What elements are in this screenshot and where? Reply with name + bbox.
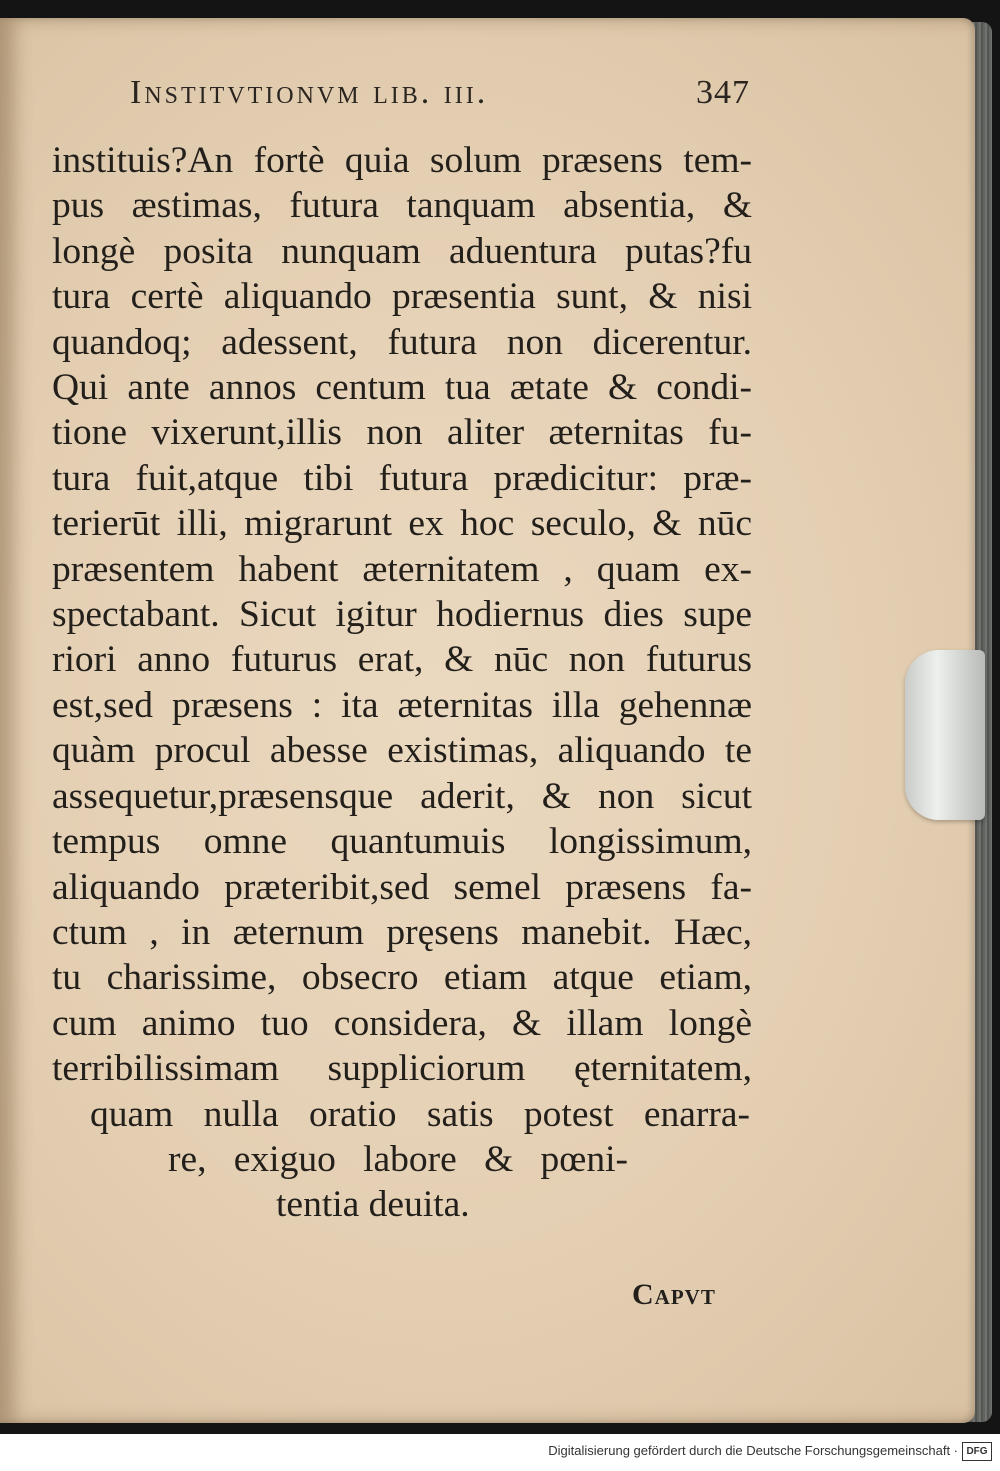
text-line: tura fuit,atque tibi futura prædicitur: præ- xyxy=(52,457,752,499)
text-line: tione vixerunt,illis non aliter æternitas fu- xyxy=(52,412,752,454)
text-line: assequetur,præsensque aderit, & non sicut xyxy=(52,775,752,817)
funding-credit: Digitalisierung gefördert durch die Deutsche Forschungsgemeinschaft · xyxy=(548,1443,958,1458)
text-line: aliquando præteribit,sed semel præsens fa- xyxy=(52,866,752,908)
text-line: Qui ante annos centum tua ætate & condi- xyxy=(52,367,752,409)
page-number: 347 xyxy=(696,74,750,111)
closing-line: re, exiguo labore & pœni- xyxy=(168,1138,628,1180)
catchword: Capvt xyxy=(632,1278,716,1311)
page-clip xyxy=(905,650,985,820)
text-line: quàm procul abesse existimas, aliquando te xyxy=(52,730,752,772)
text-line: longè posita nunquam aduentura putas?fu xyxy=(52,230,752,272)
text-line: riori anno futurus erat, & nūc non futurus xyxy=(52,639,752,681)
text-line: terribilissimam suppliciorum ęternitatem, xyxy=(52,1048,752,1090)
closing-line: quam nulla oratio satis potest enarra- xyxy=(90,1093,750,1135)
text-line: ctum , in æternum pręsens manebit. Hæc, xyxy=(52,911,752,953)
text-line: instituis?An fortè quia solum præsens tem- xyxy=(52,140,752,181)
text-line: terierūt illi, migrarunt ex hoc seculo, & nūc xyxy=(52,503,752,545)
text-line: cum animo tuo considera, & illam longè xyxy=(52,1002,752,1044)
text-line: pus æstimas, futura tanquam absentia, & xyxy=(52,185,752,227)
text-line: tu charissime, obsecro etiam atque etiam, xyxy=(52,957,752,999)
text-line: tura certè aliquando præsentia sunt, & nisi xyxy=(52,276,752,318)
text-line: quandoq; adessent, futura non dicerentur. xyxy=(52,321,752,363)
page-header xyxy=(130,74,750,118)
text-line: est,sed præsens : ita æternitas illa gehennæ xyxy=(52,684,752,726)
footer-bar xyxy=(0,1434,1000,1471)
body-text xyxy=(52,138,752,1228)
text-line: spectabant. Sicut igitur hodiernus dies supe xyxy=(52,594,752,636)
text-line: præsentem habent æternitatem , quam ex- xyxy=(52,548,752,590)
dfg-logo-icon: DFG xyxy=(962,1442,992,1461)
closing-line: tentia deuita. xyxy=(276,1184,470,1226)
running-head: Institvtionvm lib. iii. xyxy=(130,74,489,111)
text-line: tempus omne quantumuis longissimum, xyxy=(52,821,752,863)
